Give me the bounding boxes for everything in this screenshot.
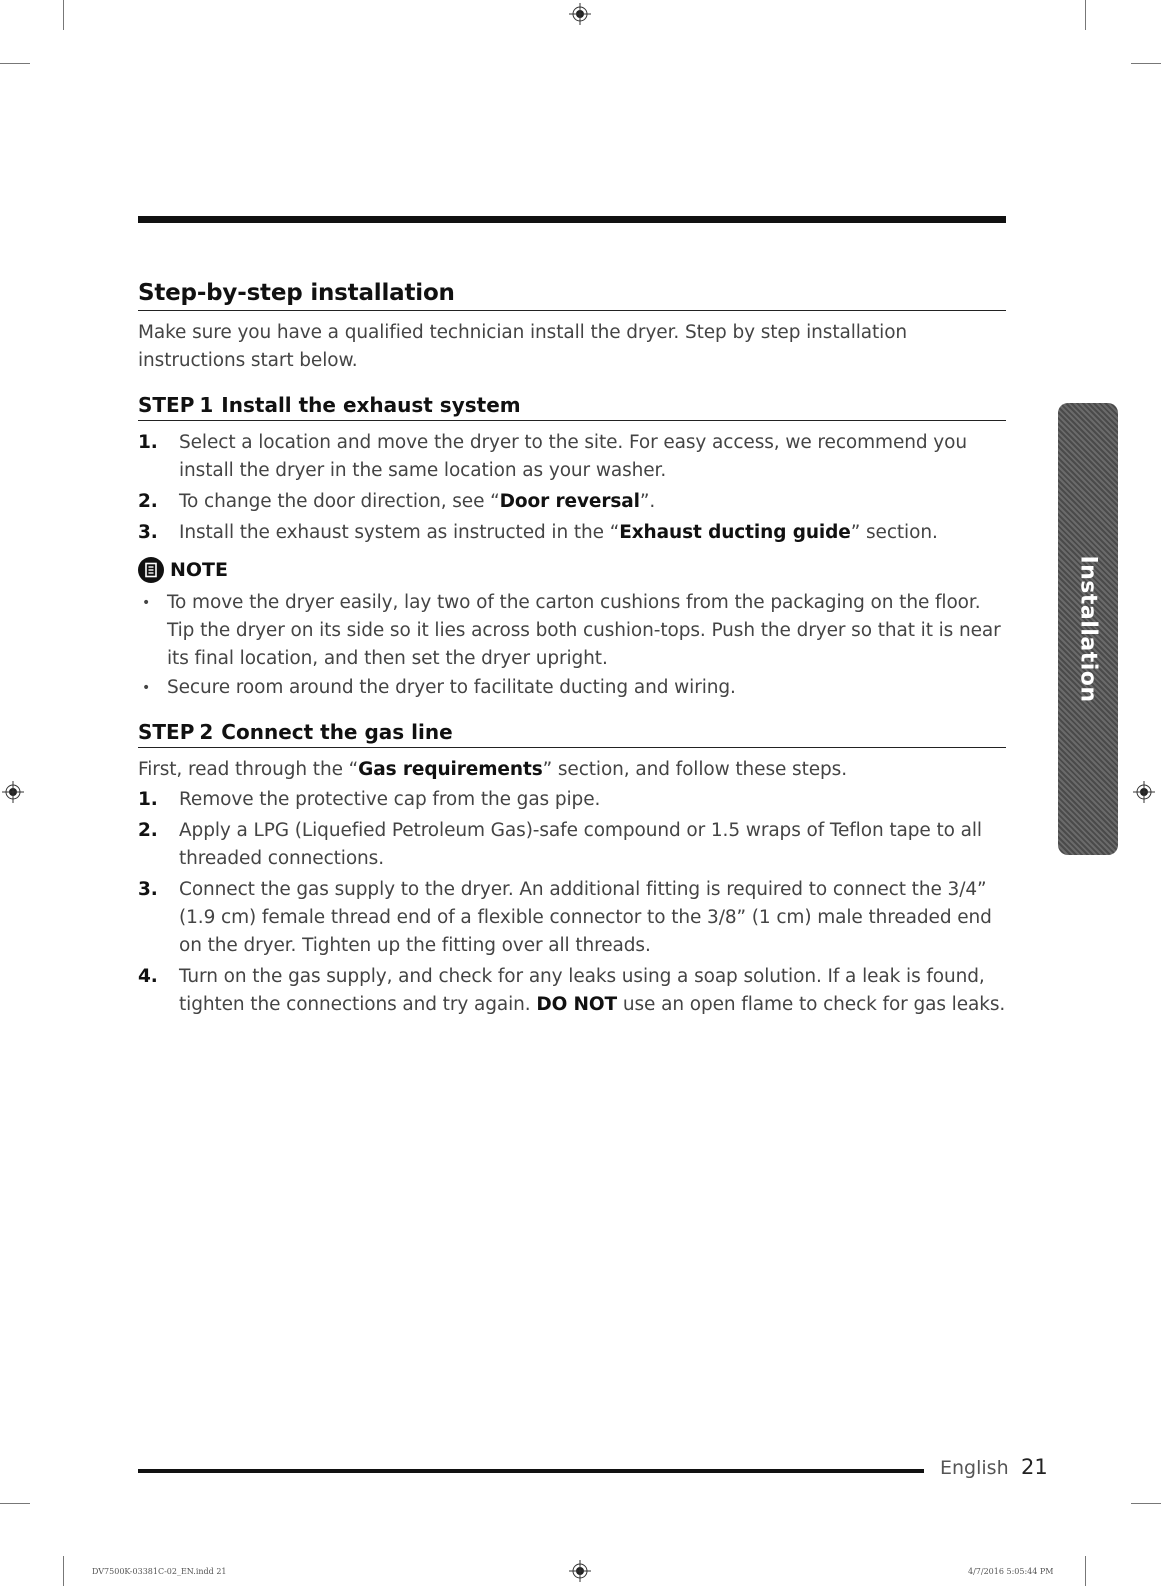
side-tab-installation[interactable] — [1058, 403, 1118, 855]
step1-heading — [138, 393, 1006, 421]
list-item-number: 3. — [138, 522, 158, 543]
crop-mark-top-right-h — [1131, 63, 1161, 64]
list-item-text: use an open flame to check for gas leaks. — [617, 994, 1006, 1015]
list-item-number: 1. — [138, 789, 158, 810]
section-intro: Make sure you have a qualified technician install the dryer. Step by step installation instructions start below. — [138, 322, 908, 371]
registration-mark-icon — [1133, 781, 1155, 803]
step1-label: STEP — [138, 393, 195, 417]
step1-number: 1 — [199, 393, 214, 417]
crop-mark-bottom-left-v — [63, 1556, 64, 1586]
step2-number: 2 — [199, 720, 214, 744]
list-item: • Secure room around the dryer to facilitate ducting and wiring. — [138, 674, 1006, 702]
list-item-text: Apply a LPG (Liquefied Petroleum Gas)-safe compound or 1.5 wraps of Teflon tape to all threaded connections. — [179, 820, 982, 869]
step1-list — [138, 429, 1006, 547]
list-item-text: Remove the protective cap from the gas pipe. — [179, 789, 601, 810]
list-item-text: Turn on the gas supply, and check for any leaks using a soap solution. If a leak is found, tighten the connections and try again. — [179, 966, 985, 1015]
door-reversal-link[interactable]: Door reversal — [499, 491, 640, 512]
crop-mark-top-left-v — [63, 0, 64, 30]
list-item — [138, 786, 1006, 814]
note-label: NOTE — [170, 559, 228, 581]
crop-mark-bottom-right-h — [1131, 1503, 1161, 1504]
page-number: 21 — [1021, 1455, 1048, 1479]
section-title: Step-by-step installation — [138, 280, 1006, 311]
step2-label: STEP — [138, 720, 195, 744]
list-item — [138, 817, 1006, 873]
crop-mark-bottom-left-h — [0, 1503, 30, 1504]
list-item-number: 1. — [138, 432, 158, 453]
do-not-emphasis: DO NOT — [536, 994, 618, 1015]
footer-language: English — [940, 1457, 1009, 1479]
note-icon — [138, 557, 164, 583]
step1-title: Install the exhaust system — [221, 393, 521, 417]
registration-mark-icon — [569, 1560, 591, 1582]
list-item — [138, 876, 1006, 960]
note-list — [138, 589, 1006, 702]
step2-intro-text: First, read through the “ — [138, 759, 359, 780]
print-slug-file: DV7500K-03381C-02_EN.indd 21 — [92, 1567, 227, 1576]
list-item-text: Install the exhaust system as instructed in the “ — [179, 522, 620, 543]
list-item-number: 3. — [138, 879, 158, 900]
print-slug-timestamp: 4/7/2016 5:05:44 PM — [968, 1567, 1054, 1576]
list-item-number: 2. — [138, 491, 158, 512]
note-heading — [138, 557, 1006, 583]
list-item-text: ” section. — [850, 522, 938, 543]
crop-mark-top-left-h — [0, 63, 30, 64]
list-item — [138, 963, 1006, 1019]
step2-intro-text: ” section, and follow these steps. — [542, 759, 847, 780]
list-item-number: 4. — [138, 966, 158, 987]
step2-title: Connect the gas line — [221, 720, 453, 744]
list-item-number: 2. — [138, 820, 158, 841]
exhaust-ducting-guide-link[interactable]: Exhaust ducting guide — [619, 522, 851, 543]
crop-mark-bottom-right-v — [1085, 1556, 1086, 1586]
footer-rule — [138, 1469, 924, 1473]
crop-mark-top-right-v — [1085, 0, 1086, 30]
header-rule — [138, 216, 1006, 223]
step2-heading — [138, 720, 1006, 748]
list-item — [138, 429, 1006, 485]
list-item-text: Connect the gas supply to the dryer. An additional fitting is required to connect the 3/4” (1.9 cm) female thread end of a flexible connector to the 3/8” (1 cm) male threaded end on the dryer. Tighten up the fitting over all threads. — [179, 879, 992, 956]
step2-list — [138, 786, 1006, 1019]
step2-intro — [138, 756, 1006, 784]
registration-mark-icon — [569, 3, 591, 25]
list-item-text: Select a location and move the dryer to the site. For easy access, we recommend you install the dryer in the same location as your washer. — [179, 432, 967, 481]
page-content — [138, 280, 1006, 1022]
list-item — [138, 519, 1006, 547]
list-item-text: To change the door direction, see “ — [179, 491, 500, 512]
list-item-text: ”. — [639, 491, 656, 512]
list-item: • To move the dryer easily, lay two of the carton cushions from the packaging on the floor. Tip the dryer on its side so it lies across both cushion-tops. Push the dryer so that it is near its final location, and then set the dryer upright. — [138, 589, 1006, 673]
gas-requirements-link[interactable]: Gas requirements — [358, 759, 543, 780]
side-tab-label: Installation — [1075, 555, 1101, 703]
list-item — [138, 488, 1006, 516]
registration-mark-icon — [2, 781, 24, 803]
